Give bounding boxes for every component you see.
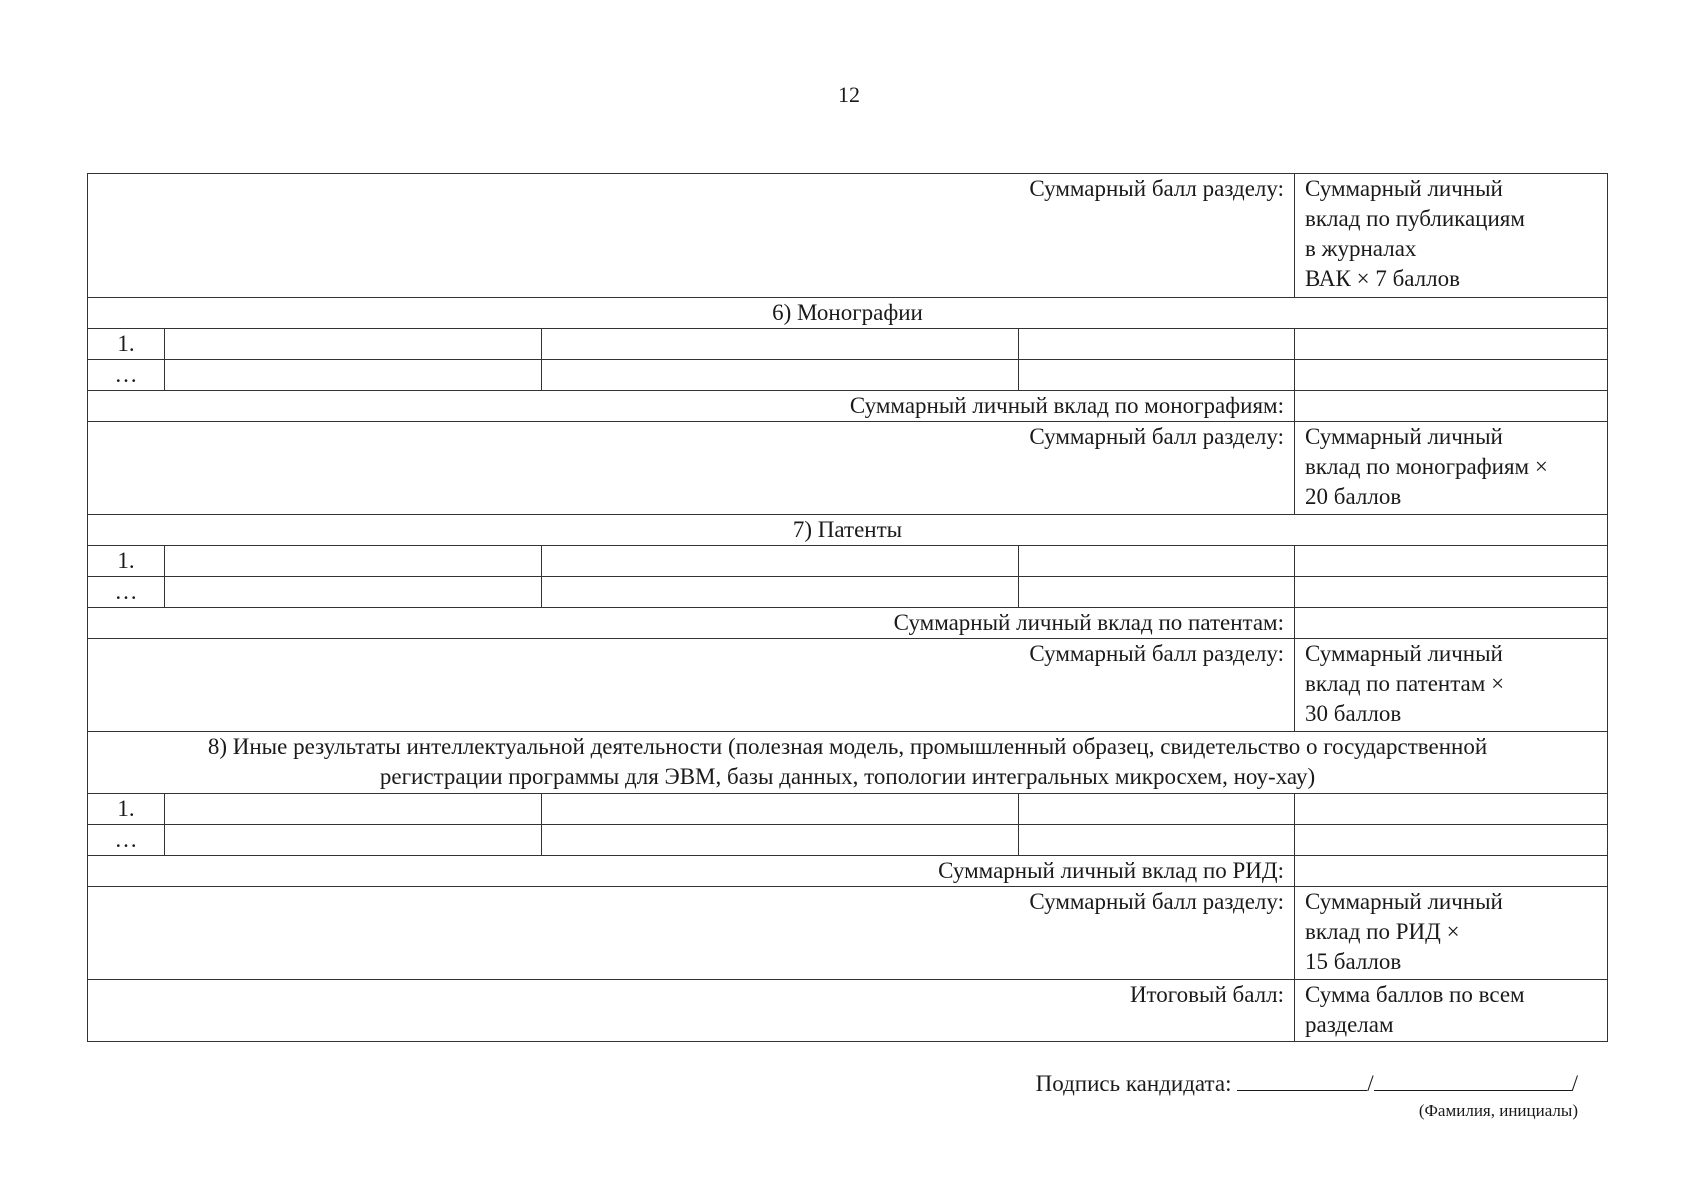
- table-cell[interactable]: [1295, 577, 1608, 608]
- table-cell[interactable]: [1295, 329, 1608, 360]
- total-score-row: [88, 980, 1608, 1042]
- section-score-row: [88, 174, 1608, 298]
- contribution-row: [88, 608, 1608, 639]
- table-cell[interactable]: [165, 360, 542, 391]
- table-cell[interactable]: [165, 577, 542, 608]
- score-table: [87, 173, 1608, 1042]
- table-cell[interactable]: [1295, 794, 1608, 825]
- contribution-label: Суммарный личный вклад по монографиям:: [88, 391, 1295, 422]
- table-cell[interactable]: [1295, 360, 1608, 391]
- contribution-row: [88, 856, 1608, 887]
- name-initials-field[interactable]: [1374, 1068, 1572, 1091]
- section-score-value: Суммарный личный вклад по публикациям в журналах ВАК × 7 баллов: [1295, 174, 1608, 298]
- signature-field[interactable]: [1237, 1068, 1367, 1091]
- table-cell[interactable]: [1019, 577, 1295, 608]
- section-score-label: Суммарный балл разделу:: [88, 174, 1295, 298]
- table-cell[interactable]: [1019, 360, 1295, 391]
- table-row: [88, 360, 1608, 391]
- table-cell[interactable]: [542, 546, 1019, 577]
- table-cell[interactable]: [542, 577, 1019, 608]
- contribution-row: [88, 391, 1608, 422]
- row-number: 1.: [88, 794, 165, 825]
- row-number: 1.: [88, 329, 165, 360]
- section-score-value: Суммарный личный вклад по РИД × 15 баллов: [1295, 887, 1608, 980]
- row-number: …: [88, 825, 165, 856]
- table-row: [88, 794, 1608, 825]
- contribution-value[interactable]: [1295, 856, 1608, 887]
- signature-slash: /: [1571, 1071, 1578, 1096]
- table-cell[interactable]: [1019, 825, 1295, 856]
- signature-label: Подпись кандидата:: [1035, 1071, 1232, 1096]
- section-score-row: [88, 422, 1608, 515]
- table-row: [88, 329, 1608, 360]
- row-number: 1.: [88, 546, 165, 577]
- contribution-label: Суммарный личный вклад по РИД:: [88, 856, 1295, 887]
- table-row: [88, 825, 1608, 856]
- section-score-row: [88, 887, 1608, 980]
- contribution-label: Суммарный личный вклад по патентам:: [88, 608, 1295, 639]
- table-cell[interactable]: [542, 794, 1019, 825]
- table-cell[interactable]: [542, 360, 1019, 391]
- table-cell[interactable]: [542, 329, 1019, 360]
- table-row: [88, 577, 1608, 608]
- contribution-value[interactable]: [1295, 391, 1608, 422]
- section-title-row: [88, 298, 1608, 329]
- section-score-value: Суммарный личный вклад по монографиям × 20 баллов: [1295, 422, 1608, 515]
- row-number: …: [88, 577, 165, 608]
- contribution-value[interactable]: [1295, 608, 1608, 639]
- table-cell[interactable]: [1019, 329, 1295, 360]
- row-number: …: [88, 360, 165, 391]
- section-title-monographs: 6) Монографии: [88, 298, 1608, 329]
- table-cell[interactable]: [1295, 825, 1608, 856]
- page-number: 12: [838, 82, 860, 107]
- table-cell[interactable]: [1019, 546, 1295, 577]
- section-score-label: Суммарный балл разделу:: [88, 422, 1295, 515]
- section-score-value: Суммарный личный вклад по патентам × 30 баллов: [1295, 639, 1608, 732]
- section-score-label: Суммарный балл разделу:: [88, 639, 1295, 732]
- section-score-row: [88, 639, 1608, 732]
- signature-block: [1036, 1068, 1578, 1099]
- total-score-value: Сумма баллов по всем разделам: [1295, 980, 1608, 1042]
- section-title-row: [88, 732, 1608, 794]
- table-row: [88, 546, 1608, 577]
- section-title-patents: 7) Патенты: [88, 515, 1608, 546]
- table-cell[interactable]: [165, 329, 542, 360]
- section-title-row: [88, 515, 1608, 546]
- table-cell[interactable]: [165, 794, 542, 825]
- section-score-label: Суммарный балл разделу:: [88, 887, 1295, 980]
- table-cell[interactable]: [165, 546, 542, 577]
- table-cell[interactable]: [165, 825, 542, 856]
- signature-slash: /: [1367, 1071, 1374, 1096]
- section-title-other: 8) Иные результаты интеллектуальной деятельности (полезная модель, промышленный образец, свидетельство о государственной регистрации программы для ЭВМ, базы данных, топологии интегральных микросхем, ноу-хау): [88, 732, 1608, 794]
- total-score-label: Итоговый балл:: [88, 980, 1295, 1042]
- table-cell[interactable]: [542, 825, 1019, 856]
- table-cell[interactable]: [1295, 546, 1608, 577]
- signature-note: (Фамилия, инициалы): [1418, 1101, 1578, 1120]
- table-cell[interactable]: [1019, 794, 1295, 825]
